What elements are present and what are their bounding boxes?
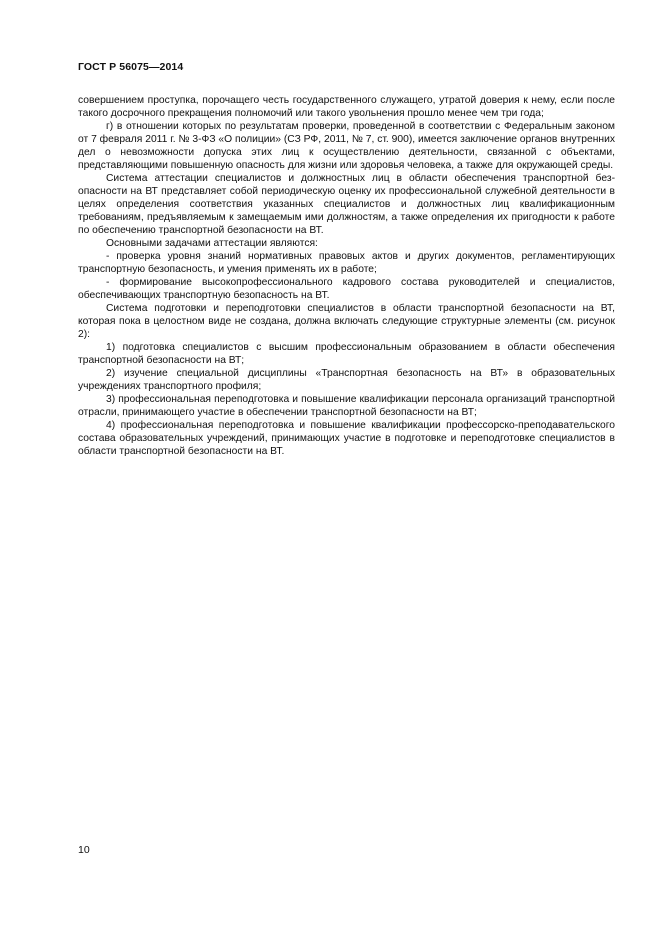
paragraph-attestation-system: Система аттестации специалистов и должностных лиц в области обеспечения транспортной безопасности на ВТ представляет собой периодическую оценку их профессиональной служебной деятельности в целях определения соответствия указанных специалистов и должностных лиц квалификационным требованиям, предъявляемым к замещаемым ими должностям, а также определения их пригодности к работе по обеспечению транспортной безопасности на ВТ.: [78, 173, 615, 236]
paragraph-element-3: 3) профессиональная переподготовка и повышение квалификации персонала организаций транспортной отрасли, принимающего участие в обеспечении транспортной безопасности на ВТ;: [78, 394, 615, 418]
paragraph-element-2: 2) изучение специальной дисциплины «Транспортная безопасность на ВТ» в образовательных учреждениях транспортного профиля;: [78, 368, 615, 392]
paragraph-tasks-intro: Основными задачами аттестации являются:: [106, 238, 318, 249]
paragraph-continuation: совершением проступка, порочащего честь государственного служащего, утратой доверия к нему, если после такого досрочного прекращения полномочий или такого увольнения прошло менее чем три года;: [78, 95, 615, 119]
paragraph-item-g: г) в отношении которых по результатам проверки, проведенной в соответствии с Федеральным законом от 7 февраля 2011 г. № 3-ФЗ «О полиции» (СЗ РФ, 2011, № 7, ст. 900), имеется заключение органов внутренних дел о невозможности допуска этих лиц к осуществлению деятельности, связанной с объектами, представляющими повышенную опасность для жизни или здоровья человека, а также для окружающей среды.: [78, 121, 615, 171]
body-text: [78, 94, 615, 458]
paragraph-training-system: Система подготовки и переподготовки специалистов в области транспортной безопасности на ВТ, которая пока в целостном виде не создана, должна включать следующие структурные элементы (см. рисунок 2):: [78, 303, 615, 340]
page-number: 10: [78, 844, 90, 856]
paragraph-task-staff-formation: - формирование высокопрофессионального кадрового состава руководителей и специалистов, обеспечивающих транспортную безопасность на ВТ.: [78, 277, 615, 301]
paragraph-element-4: 4) профессиональная переподготовка и повышение квалификации профессорско-преподавательского состава образовательных учреждений, принимающих участие в подготовке и переподготовке специалистов в области транспортной безопасности на ВТ.: [78, 420, 615, 457]
standard-header: ГОСТ Р 56075—2014: [78, 61, 184, 73]
paragraph-task-knowledge-check: - проверка уровня знаний нормативных правовых актов и других документов, регламентирующих транспортную безопасность, и умения применять их в работе;: [78, 251, 615, 275]
paragraph-element-1: 1) подготовка специалистов с высшим профессиональным образованием в области обеспечения транспортной безопасности на ВТ;: [78, 342, 615, 366]
